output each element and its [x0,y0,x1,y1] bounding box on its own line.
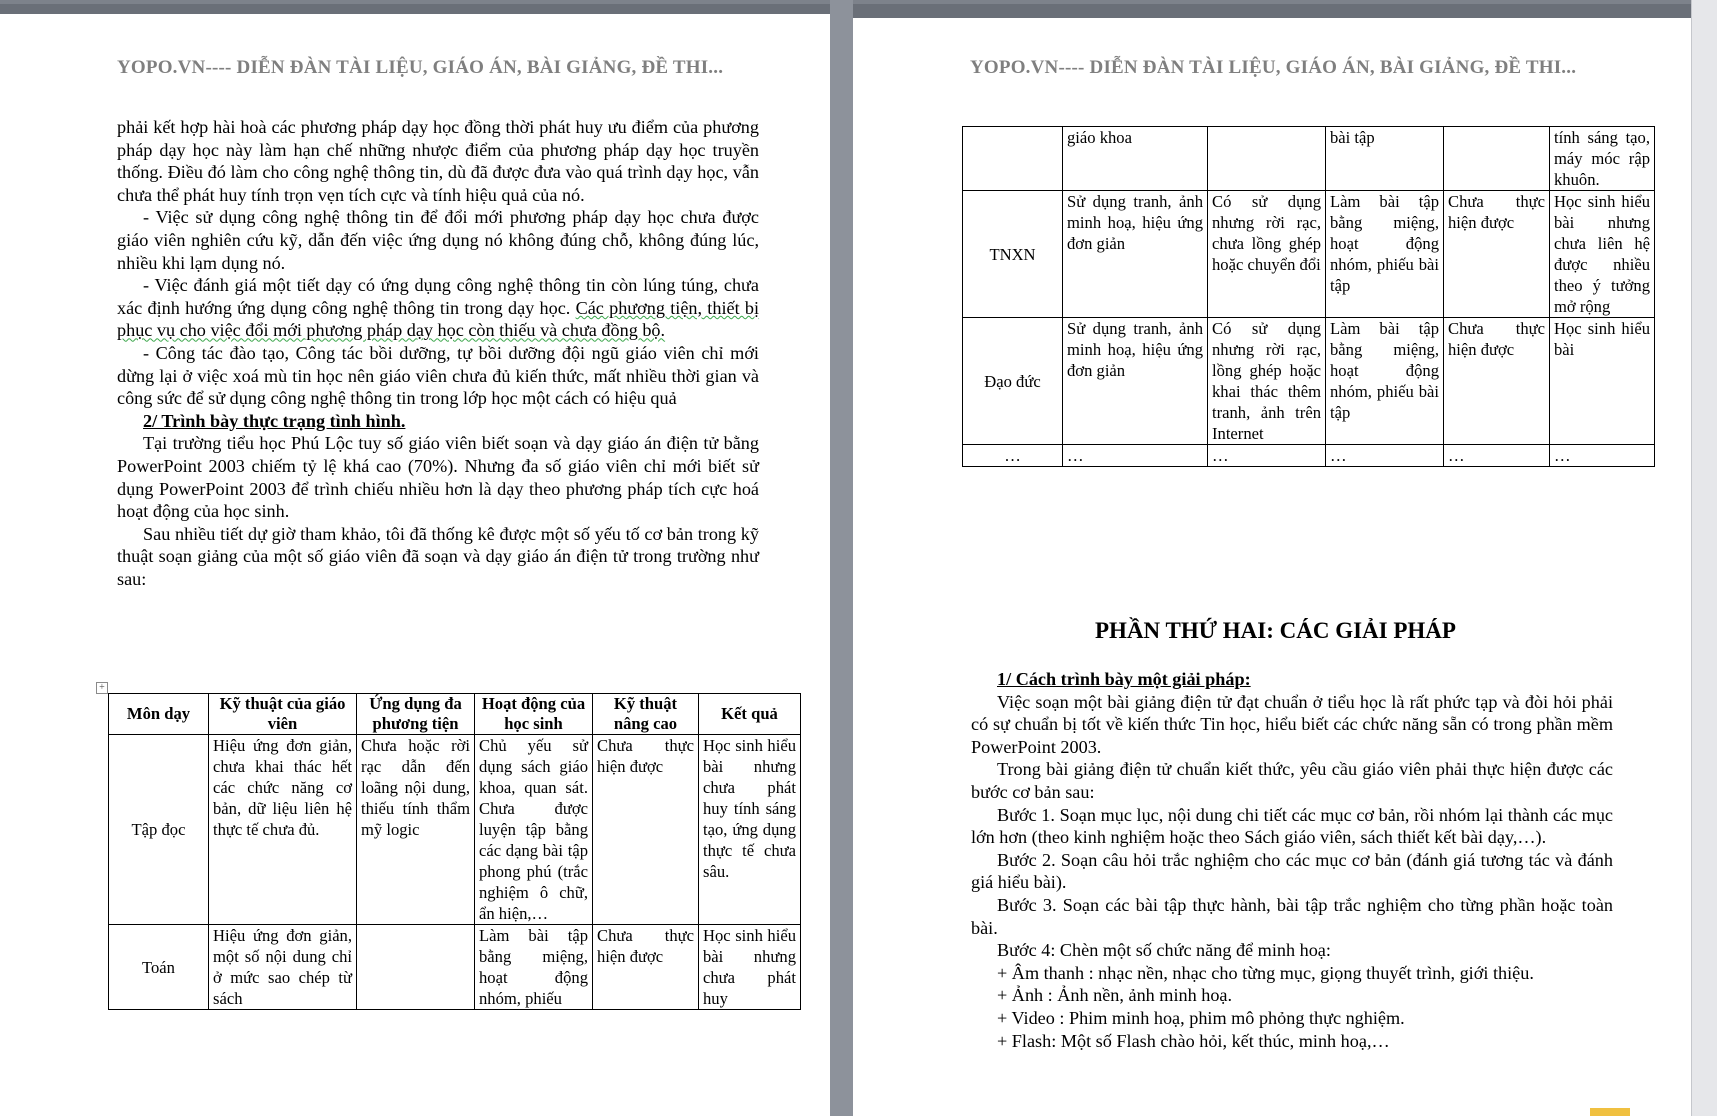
paragraph: phải kết hợp hài hoà các phương pháp dạy học đồng thời phát huy ưu điểm của phương pháp dạy học này làm hạn chế những nhược điểm của phương pháp dạy học truyền thống. Điều đó làm cho công nghệ thông tin, dù đã được đưa vào quá trình dạy học, vẫn chưa thể phát huy tính trọn vẹn tích cực và tính hiệu quả của nó. [117,117,759,205]
table-cell: Học sinh hiểu bài nhưng chưa liên hệ được nhiều theo ý tưởng mở rộng [1550,191,1655,318]
table-row [963,127,1655,191]
part-title: PHẦN THỨ HAI: CÁC GIẢI PHÁP [1095,618,1456,643]
table-header-row [109,694,801,735]
table-cell: Làm bài tập bằng miệng, hoạt động nhóm, phiếu bài tập [1326,318,1444,445]
table-cell-subject [963,127,1063,191]
list-item: + Âm thanh : nhạc nền, nhạc cho từng mục, giọng thuyết trình, giới thiệu. [997,962,1534,983]
table-cell: Có sử dụng nhưng rời rạc, chưa lồng ghép hoặc chuyển đổi [1208,191,1326,318]
page-header: YOPO.VN---- DIỄN ĐÀN TÀI LIỆU, GIÁO ÁN, BÀI GIẢNG, ĐỀ THI... [970,57,1577,78]
paragraph: Trong bài giảng điện tử chuẩn kiết thức, yêu cầu giáo viên phải thực hiện được các bước cơ bản sau: [971,759,1613,802]
table-cell: Chưa thực hiện được [593,735,699,925]
table-cell: tính sáng tạo, máy móc rập khuôn. [1550,127,1655,191]
paragraph: Bước 1. Soạn mục lục, nội dung chi tiết các mục cơ bản, rồi nhóm lại thành các mục lớn hơn (theo kinh nghiệm hoặc theo Sách giáo viên, sách thiết kết bài dạy,…). [971,804,1613,848]
table-cell: Chủ yếu sử dụng sách giáo khoa, quan sát. Chưa được luyện tập bằng các dạng bài tập phong phú (trắc nghiệm ô chữ, ẩn hiện,… [475,735,593,925]
table-cell: Sử dụng tranh, ảnh minh hoạ, hiệu ứng đơn giản [1063,191,1208,318]
table-cell: Làm bài tập bằng miệng, hoạt động nhóm, phiếu bài tập [1326,191,1444,318]
table-cell-subject: Tập đọc [109,735,209,925]
table-cell-subject: TNXN [963,191,1063,318]
table-header-cell: Kỹ thuật của giáo viên [209,694,357,735]
table-cell: Chưa thực hiện được [1444,191,1550,318]
body-text-left[interactable] [117,116,759,590]
table-cell: Làm bài tập bằng miệng, hoạt động nhóm, phiếu [475,925,593,1010]
table-row [109,925,801,1010]
paragraph: Bước 2. Soạn câu hỏi trắc nghiệm cho các mục cơ bản (đánh giá tương tác và đánh giá hiểu bài). [971,849,1613,893]
left-page-top-strip [0,4,838,14]
table-cell: … [1063,445,1208,467]
list-item: + Video : Phim minh hoạ, phim mô phỏng thực nghiệm. [997,1007,1405,1028]
table-header-cell: Hoạt động của học sinh [475,694,593,735]
table-move-handle-icon[interactable]: + [96,682,108,694]
table-cell: Có sử dụng nhưng rời rạc, lồng ghép hoặc khai thác thêm tranh, ảnh trên Internet [1208,318,1326,445]
paragraph-part: - Việc đánh giá một tiết dạy có ứng dụng công nghệ thông tin còn lúng túng, chưa xác định hướng ứng dụng công nghệ thông tin trong dạy học. [117,275,759,318]
table-header-cell: Kỹ thuật nâng cao [593,694,699,735]
table-cell: giáo khoa [1063,127,1208,191]
table-cell: Chưa thực hiện được [593,925,699,1010]
table-cell: … [1444,445,1550,467]
paragraph: Bước 3. Soạn các bài tập thực hành, bài tập trắc nghiệm cho từng phần hoặc toàn bài. [971,894,1613,938]
right-page-top-strip [853,4,1717,18]
table-cell: Hiệu ứng đơn giản, chưa khai thác hết các chức năng cơ bản, dữ liệu liên hệ thực tế chưa đủ. [209,735,357,925]
table-cell: bài tập [1326,127,1444,191]
table-cell: Sử dụng tranh, ảnh minh hoạ, hiệu ứng đơn giản [1063,318,1208,445]
table-cell: Học sinh hiểu bài nhưng chưa phát huy [699,925,801,1010]
table-row [963,191,1655,318]
table-cell [1444,127,1550,191]
paragraph [117,274,759,342]
table-row [963,445,1655,467]
table-cell [357,925,475,1010]
section-heading [971,668,1613,691]
body-text-right[interactable] [971,668,1613,1052]
status-indicator-icon [1590,1108,1630,1116]
table-cell-subject: Đạo đức [963,318,1063,445]
page-gap [830,0,853,1116]
table-cell: Chưa hoặc rời rạc dẫn đến loãng nội dung, thiếu tính thẩm mỹ logic [357,735,475,925]
table-cell: Học sinh hiểu bài [1550,318,1655,445]
table-cell: Học sinh hiểu bài nhưng chưa phát huy tính sáng tạo, ứng dụng thực tế chưa sâu. [699,735,801,925]
document-page-left[interactable] [0,14,830,1116]
table-header-cell: Kết quả [699,694,801,735]
document-page-right[interactable] [853,18,1691,1116]
section-heading [117,410,759,433]
statistics-table [108,693,801,1010]
table-header-cell: Ứng dụng đa phương tiện [357,694,475,735]
paragraph: Bước 4: Chèn một số chức năng để minh hoạ: [997,940,1331,961]
table-cell [1208,127,1326,191]
paragraph: Tại trường tiểu học Phú Lộc tuy số giáo viên biết soạn và dạy giáo án điện tử bằng PowerPoint 2003 chiếm tỷ lệ khá cao (70%). Nhưng đa số giáo viên chỉ mới biết sử dụng PowerPoint 2003 để trình chiếu nhiều hơn là dạy theo phương pháp tích cực hoá hoạt động của học sinh. [117,433,759,522]
list-item: + Ảnh : Ảnh nền, ảnh minh hoạ. [997,985,1233,1006]
table-cell-subject: Toán [109,925,209,1010]
table-header-cell: Môn dạy [109,694,209,735]
page-header: YOPO.VN---- DIỄN ĐÀN TÀI LIỆU, GIÁO ÁN, BÀI GIẢNG, ĐỀ THI... [117,57,724,78]
table-cell: … [1208,445,1326,467]
paragraph: Sau nhiều tiết dự giờ tham khảo, tôi đã thống kê được một số yếu tố cơ bản trong kỹ thuật soạn giảng của một số giáo viên đã soạn và dạy giáo án điện tử trong trường như sau: [117,523,759,589]
section-heading-text: 1/ Cách trình bày một giải pháp: [997,669,1251,689]
table-row [963,318,1655,445]
grammar-flagged-text: Các phương tiện, thiết bị phục vụ cho việc đổi mới phương pháp dạy học còn thiếu và chưa đồng bộ. [117,297,760,341]
table-cell: Chưa thực hiện được [1444,318,1550,445]
paragraph: - Công tác đào tạo, Công tác bồi dưỡng, tự bồi dưỡng đội ngũ giáo viên chỉ mới dừng lại ở việc xoá mù tin học nên giáo viên chưa đủ kiến thức, mất nhiều thời gian và công sức để sử dụng công nghệ thông tin trong lớp học một cách có hiệu quả [117,342,759,409]
vertical-scrollbar[interactable] [1691,0,1717,1116]
statistics-table-continued [962,126,1655,467]
table-cell: … [1326,445,1444,467]
list-item: + Flash: Một số Flash chào hỏi, kết thúc, minh hoạ,… [997,1030,1390,1051]
table-row [109,735,801,925]
section-heading-text: 2/ Trình bày thực trạng tình hình. [143,410,406,431]
table-cell-subject: … [963,445,1063,467]
table-cell: … [1550,445,1655,467]
table-cell: Hiệu ứng đơn giản, một số nội dung chỉ ở mức sao chép từ sách [209,925,357,1010]
paragraph: Việc soạn một bài giảng điện tử đạt chuẩn ở tiểu học là rất phức tạp và đòi hỏi phải có sự chuẩn bị tốt về kiến thức Tin học, hiểu biết các chức năng sẵn có trong phần mềm PowerPoint 2003. [971,691,1613,757]
paragraph: - Việc sử dụng công nghệ thông tin để đổi mới phương pháp dạy học chưa được giáo viên nghiên cứu kỹ, dẫn đến việc ứng dụng nó không đúng chỗ, không đúng lúc, nhiều khi lạm dụng nó. [117,207,759,273]
